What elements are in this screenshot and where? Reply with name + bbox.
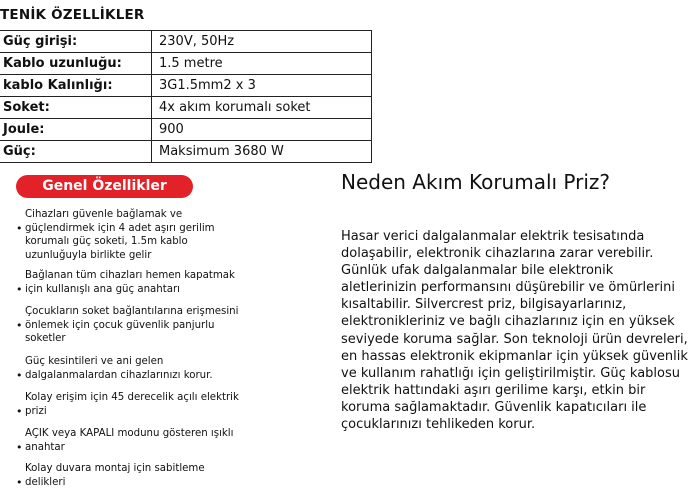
feature-text-line: delikleri: [25, 476, 66, 488]
feature-text-line: için kullanışlı ana güç anahtarı: [25, 283, 180, 295]
bullet-icon: •: [16, 282, 23, 296]
feature-text-line: güçlendirmek için 4 adet aşırı gerilim: [25, 222, 215, 234]
spec-value: 3G1.5mm2 x 3: [152, 75, 372, 97]
feature-item: [16, 355, 286, 382]
bullet-icon: •: [16, 221, 23, 235]
spec-value: 1.5 metre: [152, 53, 372, 75]
feature-text-line: Bağlanan tüm cihazları hemen kapatmak: [25, 270, 235, 281]
bullet-icon: •: [16, 318, 23, 332]
bullet-icon: •: [16, 404, 23, 418]
table-row: [0, 119, 372, 141]
table-row: [0, 31, 372, 53]
feature-text-line: Çocukların soket bağlantılarına erişmesini: [25, 306, 239, 317]
features-heading: Genel Özellikler: [16, 175, 193, 198]
feature-text-line: AÇIK veya KAPALI modunu gösteren ışıklı: [25, 428, 234, 439]
spec-key: Kablo uzunluğu:: [0, 53, 152, 75]
spec-value: 230V, 50Hz: [152, 31, 372, 53]
why-body: Hasar verici dalgalanmalar elektrik tesisatında dolaşabilir, elektronik cihazlarına zarar verebilir. Günlük ufak dalgalanmalar bile elektronik aletlerinizin performansını düşürebilir ve ömürlerini kısaltabilir. Silvercrest priz, bilgisayarlarınız, elektronikleriniz ve bağlı cihazlarınız için en yüksek seviyede koruma sağlar. Son teknoloji ürün devreleri, en hassas elektronik ekipmanlar için yüksek güvenlik ve kullanım rahatlığı için geliştirilmiştir. Güç kablosu elektrik hattındaki aşırı gerilime karşı, etkin bir koruma sağlamaktadır. Güvenlik kapatıcıları ile çocuklarınızı tehlikeden korur.: [341, 229, 688, 433]
feature-text-line: önlemek için çocuk güvenlik panjurlu: [25, 319, 215, 331]
table-row: [0, 75, 372, 97]
spec-key: Güç:: [0, 141, 152, 163]
specs-table: [0, 30, 372, 163]
feature-text-line: prizi: [25, 405, 47, 417]
table-row: [0, 97, 372, 119]
bullet-icon: •: [16, 440, 23, 454]
why-title: Neden Akım Korumalı Priz?: [341, 170, 611, 194]
spec-key: kablo Kalınlığı:: [0, 75, 152, 97]
feature-item: [16, 208, 286, 262]
feature-text-line: korumalı güç soketi, 1.5m kablo uzunluğuyla birlikte gelir: [25, 236, 188, 261]
spec-key: Güç girişi:: [0, 31, 152, 53]
feature-text-line: dalgalanmalardan cihazlarınızı korur.: [25, 369, 213, 381]
feature-item: [16, 427, 286, 454]
feature-item: [16, 391, 286, 418]
feature-text-line: anahtar: [25, 441, 65, 453]
bullet-icon: •: [16, 368, 23, 382]
feature-text-line: Güç kesintileri ve ani gelen: [25, 356, 164, 367]
spec-key: Soket:: [0, 97, 152, 119]
spec-value: 4x akım korumalı soket: [152, 97, 372, 119]
feature-text-line: Cihazları güvenle bağlamak ve: [25, 209, 183, 220]
feature-item: [16, 305, 286, 346]
feature-text-line: Kolay duvara montaj için sabitleme: [25, 463, 205, 474]
table-row: [0, 141, 372, 163]
spec-value: 900: [152, 119, 372, 141]
specs-title: TENİK ÖZELLİKLER: [0, 7, 145, 23]
feature-item: [16, 462, 286, 489]
spec-value: Maksimum 3680 W: [152, 141, 372, 163]
feature-text-line: Kolay erişim için 45 derecelik açılı elektrik: [25, 392, 239, 403]
bullet-icon: •: [16, 475, 23, 489]
table-row: [0, 53, 372, 75]
feature-text-line: soketler: [25, 333, 66, 344]
spec-key: Joule:: [0, 119, 152, 141]
feature-item: [16, 269, 286, 296]
